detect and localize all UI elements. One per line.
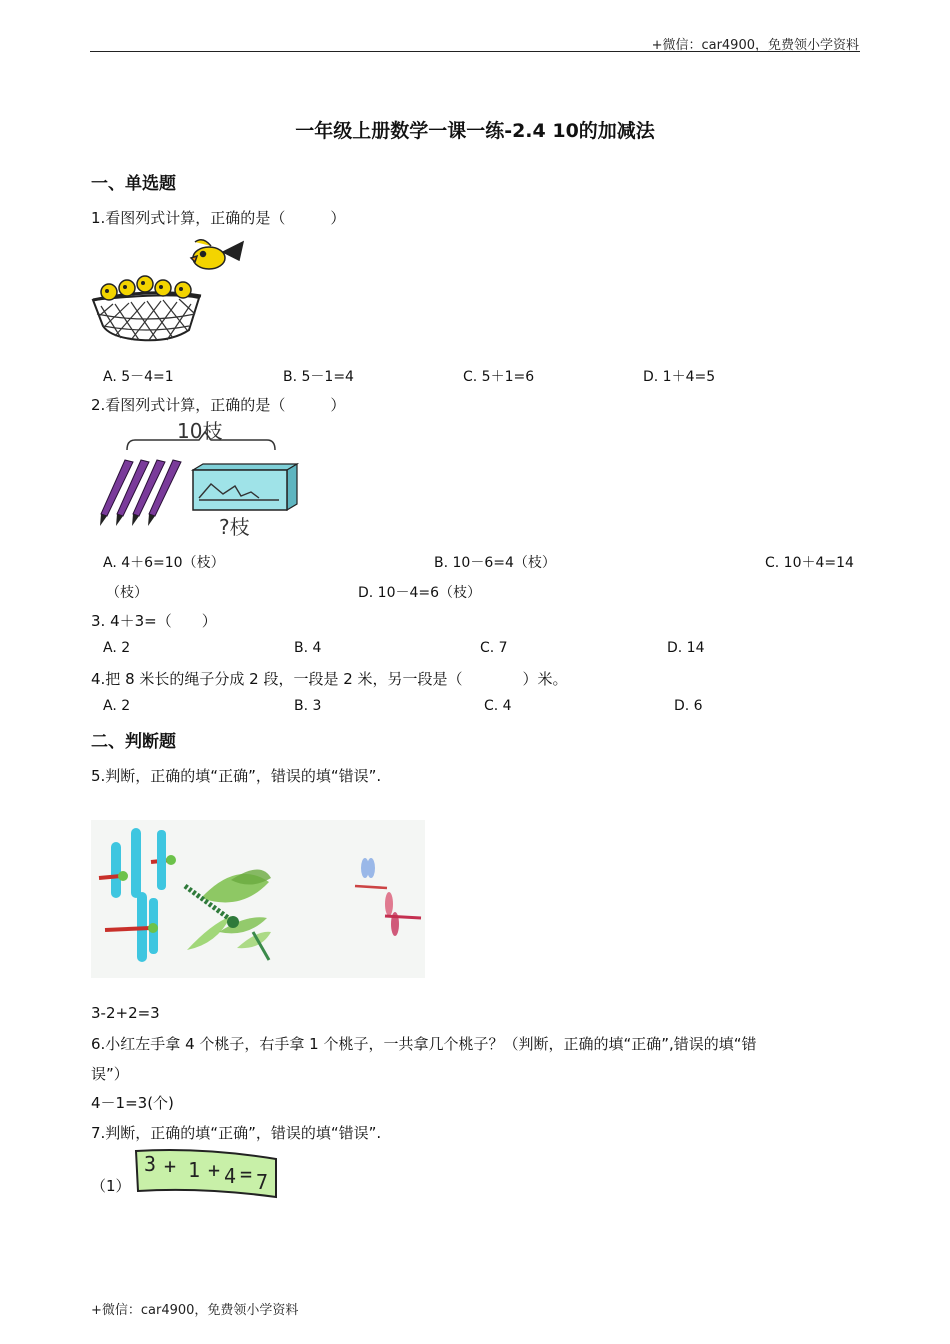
q4-option-a[interactable]: A. 2	[103, 698, 131, 714]
question-2: 2.看图列式计算，正确的是（ ）	[91, 396, 346, 414]
q3-option-a[interactable]: A. 2	[103, 640, 131, 656]
question-3: 3. 4＋3=（ ）	[91, 612, 217, 630]
q6-equation: 4－1=3(个)	[91, 1094, 174, 1112]
figure-bottom-label: ?枝	[219, 515, 250, 539]
question-7: 7.判断，正确的填“正确”，错误的填“错误”.	[91, 1124, 382, 1142]
q1-option-a[interactable]: A. 5－4=1	[103, 369, 174, 385]
page-title: 一年级上册数学一课一练-2.4 10的加减法	[295, 120, 655, 142]
footer-note: +微信：car4900，免费领小学资料	[91, 1303, 299, 1318]
q4-option-b[interactable]: B. 3	[294, 698, 322, 714]
question-1: 1.看图列式计算，正确的是（ ）	[91, 209, 346, 227]
card-op-1: +	[164, 1154, 177, 1178]
q2-option-d[interactable]: D. 10－4=6（枝）	[358, 585, 482, 601]
section-true-false: 二、判断题	[91, 732, 176, 752]
card-num-2: 1	[188, 1158, 201, 1182]
question-5: 5.判断，正确的填“正确”，错误的填“错误”.	[91, 767, 382, 785]
header-note: +微信：car4900，免费领小学资料	[651, 38, 859, 53]
q3-option-c[interactable]: C. 7	[480, 640, 508, 656]
q5-equation: 3-2+2=3	[91, 1004, 160, 1022]
birds-nest-figure	[91, 234, 251, 346]
q1-option-c[interactable]: C. 5＋1=6	[463, 369, 535, 385]
card-num-4: 7	[256, 1170, 269, 1194]
figure-top-label: 10枝	[177, 419, 223, 443]
q2-option-b[interactable]: B. 10－6=4（枝）	[434, 555, 556, 571]
q3-option-d[interactable]: D. 14	[667, 640, 705, 656]
section-single-choice: 一、单选题	[91, 174, 176, 194]
question-4: 4.把 8 米长的绳子分成 2 段，一段是 2 米，另一段是（ ）米。	[91, 670, 568, 688]
q1-option-d[interactable]: D. 1＋4=5	[643, 369, 716, 385]
card-num-3: 4	[224, 1164, 237, 1188]
equation-card	[132, 1147, 280, 1201]
q2-option-c[interactable]: C. 10＋4=14	[765, 555, 854, 571]
question-6-line-1: 6.小红左手拿 4 个桃子，右手拿 1 个桃子，一共拿几个桃子？（判断，正确的填“正确”,错误的填“错	[91, 1035, 757, 1053]
q7-sub-label: （1）	[91, 1177, 131, 1195]
question-6-line-2: 误”）	[91, 1065, 129, 1083]
card-eq: =	[240, 1162, 253, 1186]
card-op-2: +	[208, 1158, 221, 1182]
q3-option-b[interactable]: B. 4	[294, 640, 322, 656]
header-divider	[90, 51, 860, 52]
q2-option-c-unit: （枝）	[106, 585, 148, 601]
dragonflies-figure	[91, 820, 425, 978]
q4-option-c[interactable]: C. 4	[484, 698, 512, 714]
q2-option-a[interactable]: A. 4＋6=10（枝）	[103, 555, 225, 571]
card-num-1: 3	[144, 1152, 157, 1176]
q4-option-d[interactable]: D. 6	[674, 698, 703, 714]
pencils-figure	[91, 418, 301, 544]
q1-option-b[interactable]: B. 5－1=4	[283, 369, 354, 385]
